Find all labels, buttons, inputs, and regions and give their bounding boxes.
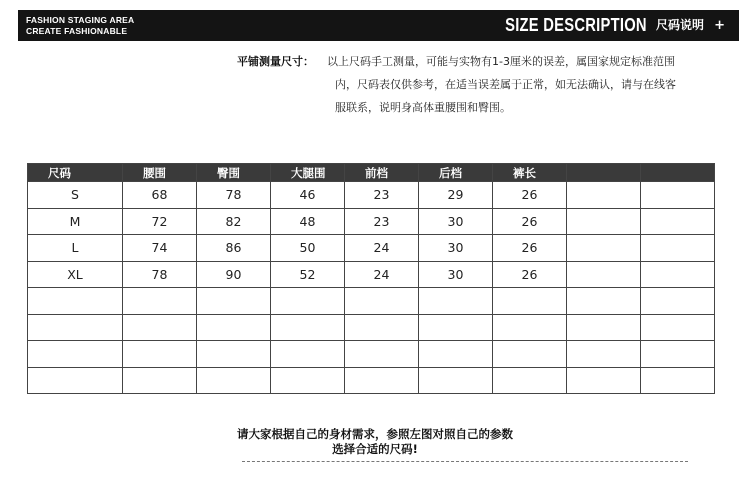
table-cell: 23	[345, 182, 419, 209]
table-cell	[567, 314, 641, 341]
table-cell	[641, 288, 715, 315]
table-cell: 78	[123, 261, 197, 288]
table-cell: 24	[345, 261, 419, 288]
table-cell	[641, 367, 715, 394]
table-cell	[567, 235, 641, 262]
note-line-3: 服联系，说明身高体重腰围和臀围。	[335, 101, 511, 114]
table-cell	[419, 288, 493, 315]
column-header	[567, 164, 641, 182]
table-cell	[641, 235, 715, 262]
table-cell: 82	[197, 208, 271, 235]
table-cell	[28, 314, 123, 341]
table-cell	[345, 288, 419, 315]
table-cell: S	[28, 182, 123, 209]
table-cell	[641, 208, 715, 235]
brand-text	[26, 15, 134, 37]
brand-line-1: FASHION STAGING AREA	[26, 15, 135, 25]
table-cell	[641, 261, 715, 288]
table-cell	[567, 208, 641, 235]
table-cell: 48	[271, 208, 345, 235]
table-cell	[197, 367, 271, 394]
table-cell	[641, 314, 715, 341]
table-cell	[419, 367, 493, 394]
table-cell	[567, 367, 641, 394]
table-cell: M	[28, 208, 123, 235]
table-cell	[123, 367, 197, 394]
table-row	[28, 314, 715, 341]
table-cell: 50	[271, 235, 345, 262]
table-cell	[197, 314, 271, 341]
table-cell: 29	[419, 182, 493, 209]
plus-icon: +	[714, 18, 725, 33]
size-table	[27, 163, 715, 394]
table-cell: 26	[493, 182, 567, 209]
table-cell	[345, 314, 419, 341]
column-header: 大腿围	[271, 164, 345, 182]
table-cell	[271, 314, 345, 341]
table-cell: L	[28, 235, 123, 262]
table-cell	[271, 367, 345, 394]
table-cell	[28, 367, 123, 394]
table-cell: 86	[197, 235, 271, 262]
table-cell	[28, 288, 123, 315]
measurement-note-label: 平铺测量尺寸：	[237, 55, 314, 68]
column-header: 裤长	[493, 164, 567, 182]
table-cell: 78	[197, 182, 271, 209]
footer-line-1: 请大家根据自己的身材需求，参照左图对照自己的参数	[237, 427, 513, 441]
table-cell: 26	[493, 261, 567, 288]
table-cell	[641, 182, 715, 209]
measurement-note	[327, 50, 737, 119]
table-cell	[197, 288, 271, 315]
table-cell: 46	[271, 182, 345, 209]
table-row	[28, 182, 715, 209]
brand-line-2: CREATE FASHIONABLE	[26, 26, 128, 36]
table-row	[28, 367, 715, 394]
table-header-row	[28, 164, 715, 182]
table-cell: 52	[271, 261, 345, 288]
note-line-1: 以上尺码手工测量，可能与实物有1-3厘米的误差，属国家规定标准范围	[327, 55, 675, 68]
table-cell	[123, 288, 197, 315]
section-title	[474, 15, 725, 36]
column-header: 后档	[419, 164, 493, 182]
table-row	[28, 261, 715, 288]
footer-line-2: 选择合适的尺码!	[332, 442, 418, 456]
table-cell	[493, 341, 567, 368]
column-header	[641, 164, 715, 182]
table-cell: 72	[123, 208, 197, 235]
table-cell	[567, 261, 641, 288]
table-cell: 26	[493, 208, 567, 235]
column-header: 臀围	[197, 164, 271, 182]
title-english: SIZE DESCRIPTION	[505, 15, 647, 35]
table-cell	[345, 367, 419, 394]
table-cell	[271, 288, 345, 315]
table-cell	[641, 341, 715, 368]
table-cell	[271, 341, 345, 368]
table-cell: 26	[493, 235, 567, 262]
table-cell	[197, 341, 271, 368]
table-cell: 30	[419, 208, 493, 235]
header-banner	[18, 10, 739, 41]
table-row	[28, 341, 715, 368]
table-cell	[493, 314, 567, 341]
table-cell	[493, 367, 567, 394]
title-chinese: 尺码说明	[655, 18, 704, 32]
table-row	[28, 288, 715, 315]
table-cell	[345, 341, 419, 368]
table-cell	[567, 341, 641, 368]
table-cell: 24	[345, 235, 419, 262]
column-header: 前档	[345, 164, 419, 182]
table-cell: 23	[345, 208, 419, 235]
table-cell	[567, 288, 641, 315]
table-cell	[123, 341, 197, 368]
dashed-divider	[242, 461, 688, 462]
column-header: 腰围	[123, 164, 197, 182]
table-cell: 68	[123, 182, 197, 209]
table-cell: XL	[28, 261, 123, 288]
column-header: 尺码	[28, 164, 123, 182]
table-cell: 90	[197, 261, 271, 288]
table-cell	[567, 182, 641, 209]
table-cell: 30	[419, 261, 493, 288]
table-cell: 30	[419, 235, 493, 262]
table-cell	[493, 288, 567, 315]
table-cell	[419, 341, 493, 368]
table-cell	[123, 314, 197, 341]
table-cell	[419, 314, 493, 341]
table-cell	[28, 341, 123, 368]
table-row	[28, 235, 715, 262]
table-row	[28, 208, 715, 235]
table-cell: 74	[123, 235, 197, 262]
note-line-2: 内，尺码表仅供参考，在适当误差属于正常，如无法确认，请与在线客	[335, 78, 676, 91]
